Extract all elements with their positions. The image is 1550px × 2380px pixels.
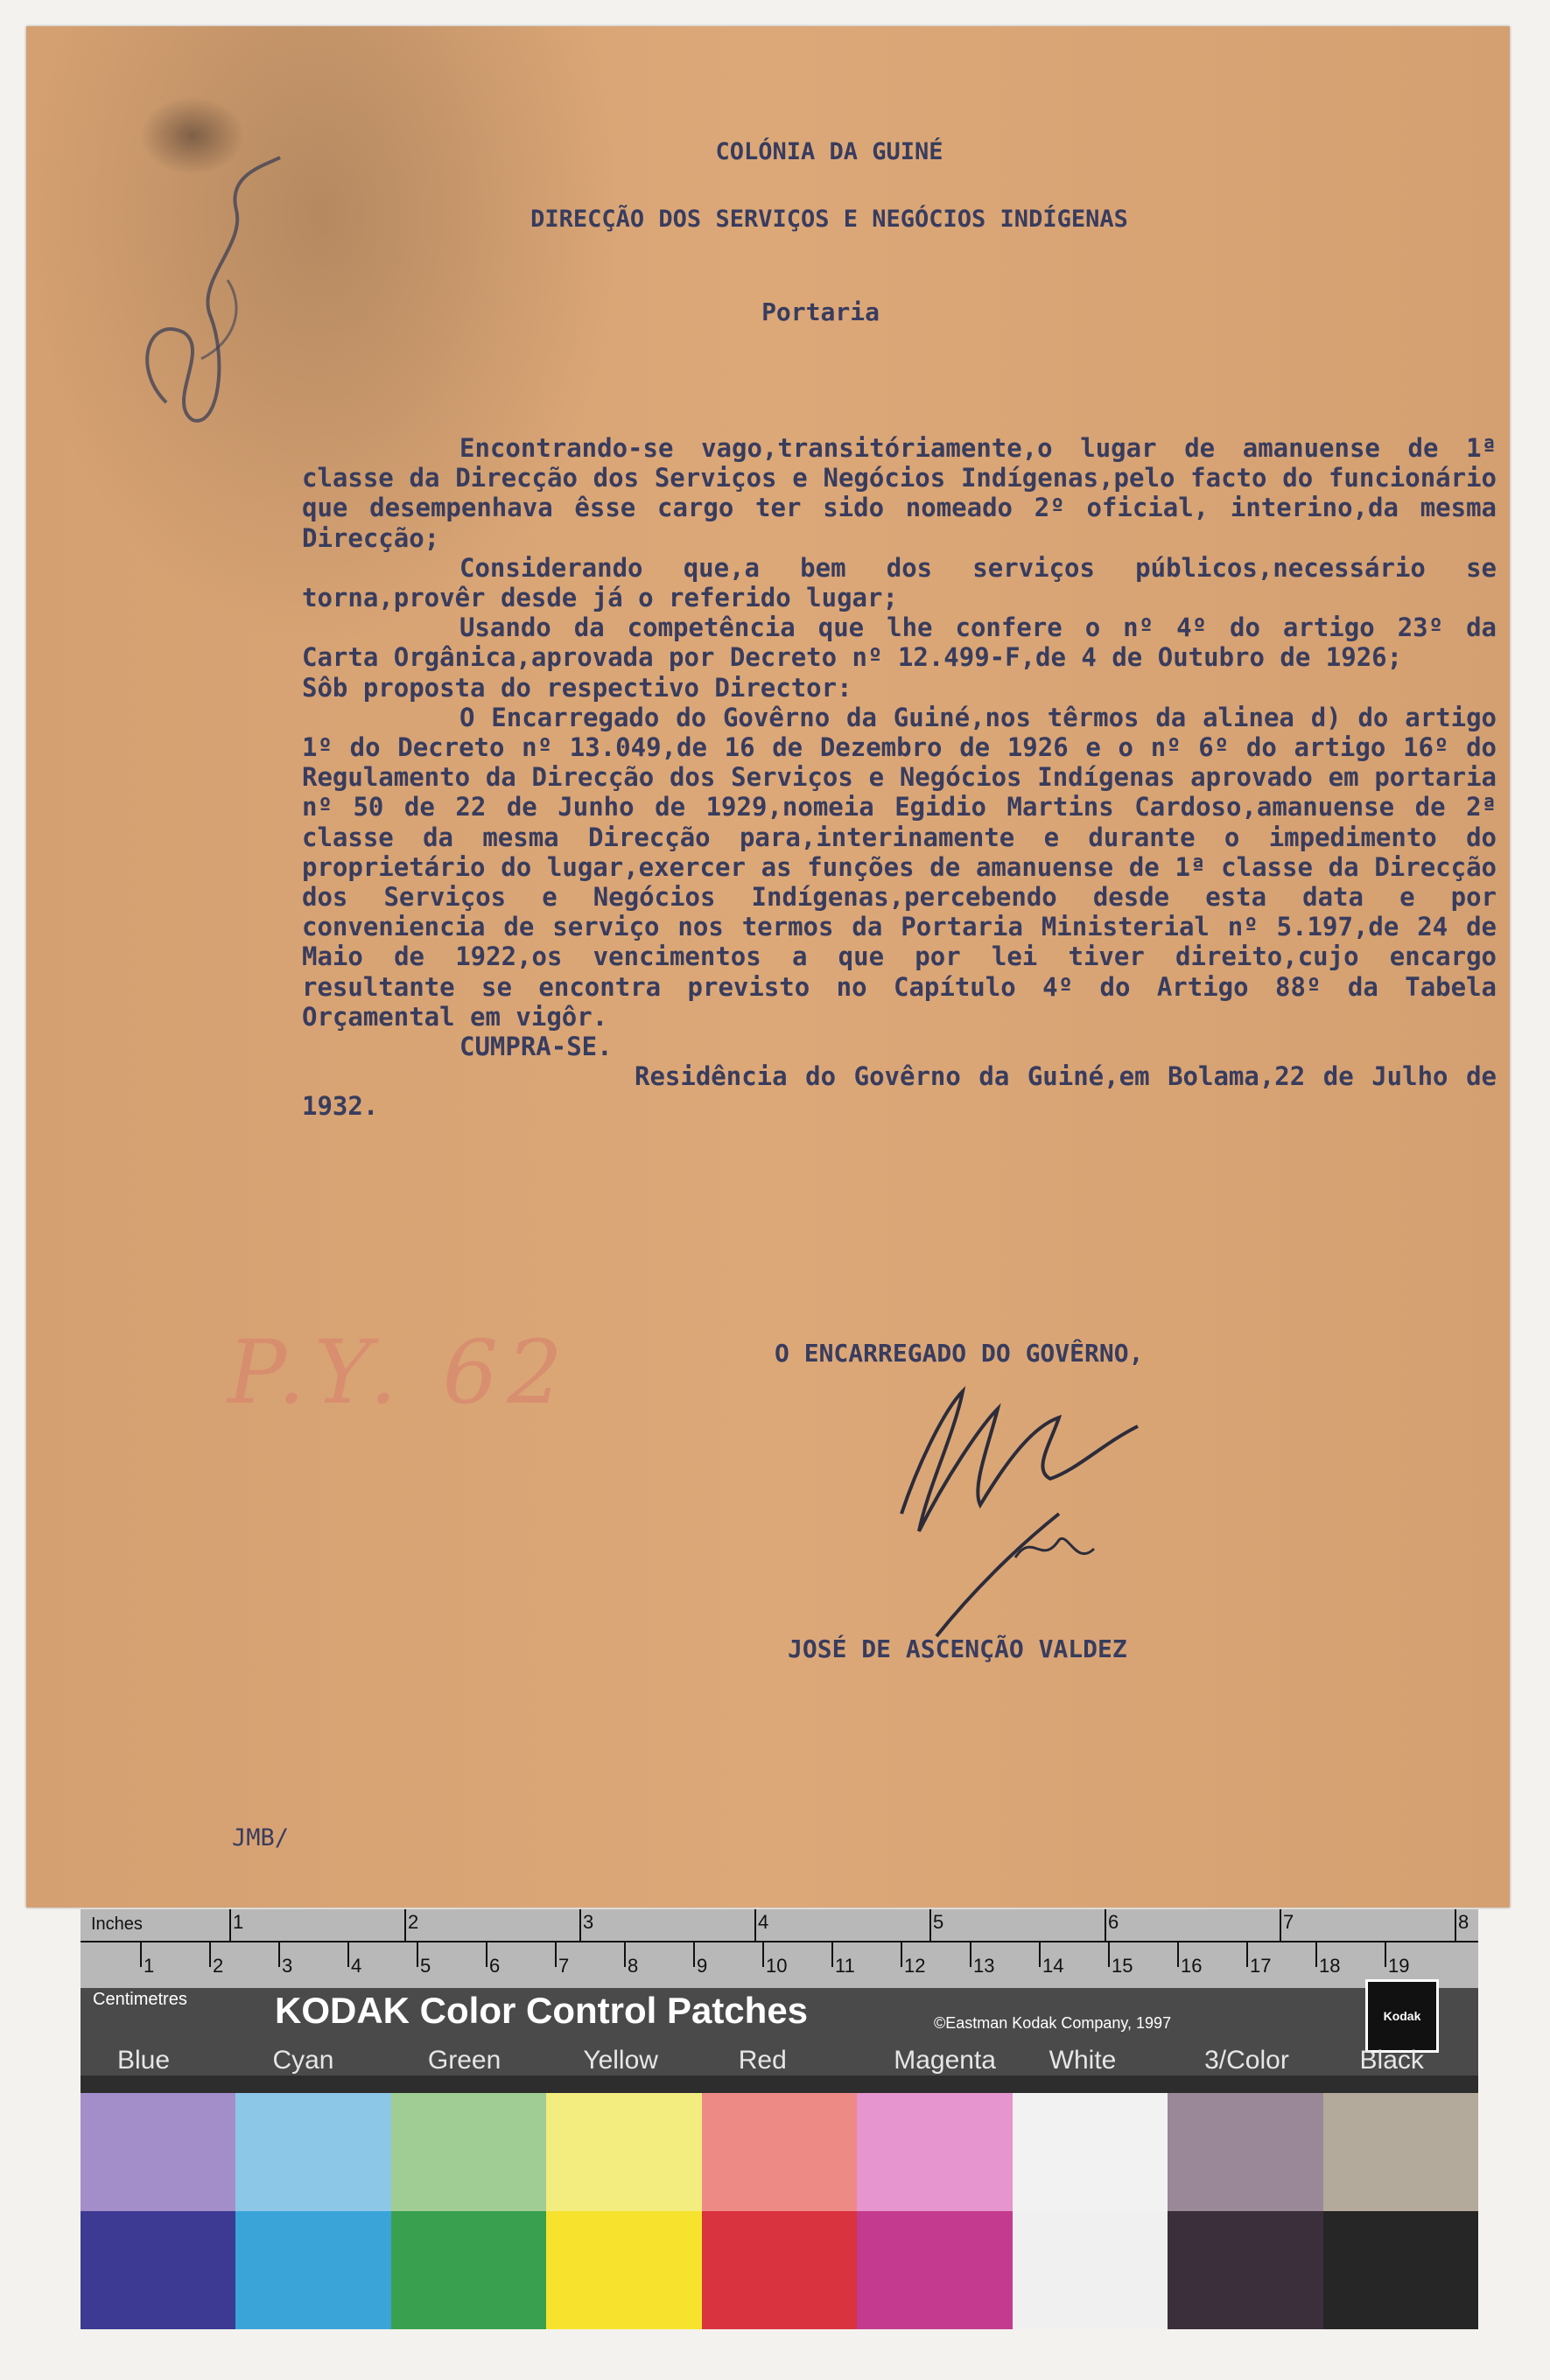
inch-number: 2 xyxy=(408,1911,419,1933)
ruler-divider xyxy=(81,1941,1478,1942)
cm-tick xyxy=(140,1941,142,1967)
cm-tick xyxy=(278,1941,280,1967)
cm-number: 15 xyxy=(1112,1955,1133,1977)
cm-tick xyxy=(1039,1941,1041,1967)
residence-date-line: Residência do Govêrno da Guiné,em Bolama,22 de Julho de 1932. xyxy=(302,1061,1497,1122)
color-patch-red-dark xyxy=(702,2211,857,2329)
patch-label-green: Green xyxy=(427,2046,501,2075)
cm-number: 19 xyxy=(1388,1955,1410,1977)
color-patch-3-color-light xyxy=(1168,2093,1322,2211)
cm-tick xyxy=(831,1941,833,1967)
cm-number: 3 xyxy=(282,1955,293,1977)
ruler xyxy=(81,1909,1478,1988)
color-patch-blue-dark xyxy=(81,2211,235,2329)
header-directorate: DIRECÇÃO DOS SERVIÇOS E NEGÓCIOS INDÍGENAS xyxy=(530,206,1128,233)
cm-number: 11 xyxy=(835,1955,855,1977)
cm-tick xyxy=(1177,1941,1179,1967)
typist-initials: JMB/ xyxy=(232,1824,290,1852)
color-patch-magenta-light xyxy=(857,2093,1012,2211)
cm-number: 5 xyxy=(420,1955,431,1977)
patch-label-3-color: 3/Color xyxy=(1204,2046,1289,2075)
paragraph-3: Usando da competência que lhe confere o nº 4º do artigo 23º da Carta Orgânica,aprovada por Decreto nº 12.499-F,de 4 de Outubro de 1926; xyxy=(302,612,1497,673)
cm-tick xyxy=(209,1941,211,1967)
patch-label-white: White xyxy=(1049,2046,1117,2075)
paragraph-4: Sôb proposta do respectivo Director: xyxy=(302,672,852,703)
cm-number: 18 xyxy=(1319,1955,1341,1977)
cm-number: 4 xyxy=(351,1955,362,1977)
paragraph-1: Encontrando-se vago,transitóriamente,o lugar de amanuense de 1ª classe da Direcção dos Serviços e Negócios Indígenas,pelo facto do funcionário que desempenhava êsse cargo ter sido nomeado 2º oficial, interino,da mesma Direcção; xyxy=(302,433,1497,553)
cm-number: 7 xyxy=(558,1955,570,1977)
ruler-inches-label: Inches xyxy=(91,1914,143,1934)
inch-tick xyxy=(229,1909,231,1941)
signatory-name: JOSÉ DE ASCENÇÃO VALDEZ xyxy=(788,1634,1127,1663)
document-page xyxy=(26,26,1510,1908)
cumpra-se: CUMPRA-SE. xyxy=(459,1032,613,1062)
patch-label-cyan: Cyan xyxy=(272,2046,334,2075)
document-title: Portaria xyxy=(761,298,880,326)
cm-number: 16 xyxy=(1181,1955,1203,1977)
patch-label-blue: Blue xyxy=(117,2046,171,2075)
cm-number: 6 xyxy=(489,1955,501,1977)
inch-tick xyxy=(404,1909,406,1941)
inch-tick xyxy=(1280,1909,1281,1941)
color-patch-green-dark xyxy=(391,2211,546,2329)
paragraph-5: O Encarregado do Govêrno da Guiné,nos têrmos da alinea d) do artigo 1º do Decreto nº 13.049,de 16 de Dezembro de 1926 e o nº 6º do artigo 16º do Regulamento da Direcção dos Serviços e Negócios Indígenas aprovado em portaria nº 50 de 22 de Junho de 1929,nomeia Egidio Martins Cardoso,amanuense de 2ª classe da mesma Direcção para,interinamente e durante o impedimento do proprietário do lugar,exercer as funções de amanuense de 1ª classe da Direcção dos Serviços e Negócios Indígenas,percebendo desde esta data e por conveniencia de serviço nos termos da Portaria Ministerial nº 5.197,de 24 de Maio de 1922,os vencimentos a que por lei tiver direito,cujo encargo resultante se encontra previsto no Capítulo 4º do Artigo 88º da Tabela Orçamental em vigôr. xyxy=(302,702,1497,1032)
chart-copyright: ©Eastman Kodak Company, 1997 xyxy=(934,2014,1172,2032)
color-patch-magenta-dark xyxy=(857,2211,1012,2329)
inch-tick xyxy=(1455,1909,1456,1941)
cm-tick xyxy=(417,1941,418,1967)
cm-tick xyxy=(347,1941,349,1967)
inch-tick xyxy=(929,1909,931,1941)
color-patch-white-dark xyxy=(1013,2211,1168,2329)
patch-label-magenta: Magenta xyxy=(894,2046,996,2075)
cm-number: 10 xyxy=(766,1955,788,1977)
inch-number: 4 xyxy=(758,1911,769,1933)
color-patch-red-light xyxy=(702,2093,857,2211)
inch-number: 8 xyxy=(1458,1911,1469,1933)
pencil-reference-text: P.Y. 62 xyxy=(228,1321,572,1424)
cm-number: 8 xyxy=(628,1955,639,1977)
color-patch-black-dark xyxy=(1323,2211,1478,2329)
inch-number: 3 xyxy=(583,1911,594,1933)
cm-tick xyxy=(1246,1941,1248,1967)
inch-number: 7 xyxy=(1283,1911,1294,1933)
cm-number: 12 xyxy=(904,1955,926,1977)
patch-label-red: Red xyxy=(738,2046,787,2075)
pencil-reference xyxy=(228,1321,665,1479)
cm-number: 17 xyxy=(1250,1955,1272,1977)
cm-tick xyxy=(1385,1941,1386,1967)
paragraph-2: Considerando que,a bem dos serviços públicos,necessário se torna,provêr desde já o referido lugar; xyxy=(302,552,1497,613)
signatory-title: O ENCARREGADO DO GOVÊRNO, xyxy=(775,1339,1144,1368)
cm-number: 14 xyxy=(1042,1955,1064,1977)
color-patch-3-color-dark xyxy=(1168,2211,1322,2329)
kodak-logo-text: Kodak xyxy=(1383,2009,1421,2023)
color-patches xyxy=(81,2093,1478,2329)
inch-number: 1 xyxy=(233,1911,244,1933)
chart-title: KODAK Color Control Patches xyxy=(275,1990,809,2031)
cm-number: 9 xyxy=(697,1955,708,1977)
cm-tick xyxy=(555,1941,557,1967)
header-colony: COLÓNIA DA GUINÉ xyxy=(715,138,943,165)
kodak-logo xyxy=(1365,1979,1439,2053)
cm-tick xyxy=(901,1941,902,1967)
color-patch-cyan-dark xyxy=(235,2211,390,2329)
document-body xyxy=(302,433,1497,1122)
patch-label-black: Black xyxy=(1359,2046,1424,2075)
cm-number: 1 xyxy=(144,1955,155,1977)
cm-tick xyxy=(970,1941,971,1967)
cm-tick xyxy=(1315,1941,1317,1967)
handwritten-signature xyxy=(884,1356,1164,1645)
cm-tick xyxy=(762,1941,764,1967)
kodak-color-chart xyxy=(81,1909,1478,2329)
cm-tick xyxy=(624,1941,626,1967)
color-patch-black-light xyxy=(1323,2093,1478,2211)
patch-label-yellow: Yellow xyxy=(583,2046,658,2075)
ruler-cm-label: Centimetres xyxy=(93,1990,187,2009)
cm-number: 13 xyxy=(973,1955,995,1977)
cm-number: 2 xyxy=(213,1955,224,1977)
color-patch-green-light xyxy=(391,2093,546,2211)
color-patch-yellow-light xyxy=(546,2093,701,2211)
color-patch-cyan-light xyxy=(235,2093,390,2211)
cm-tick xyxy=(1108,1941,1110,1967)
cm-tick xyxy=(693,1941,695,1967)
color-patch-yellow-dark xyxy=(546,2211,701,2329)
inch-tick xyxy=(754,1909,756,1941)
inch-number: 6 xyxy=(1108,1911,1119,1933)
inch-tick xyxy=(1105,1909,1106,1941)
inch-number: 5 xyxy=(933,1911,944,1933)
inch-tick xyxy=(579,1909,581,1941)
color-patch-blue-light xyxy=(81,2093,235,2211)
color-patch-white-light xyxy=(1013,2093,1168,2211)
cm-tick xyxy=(486,1941,487,1967)
